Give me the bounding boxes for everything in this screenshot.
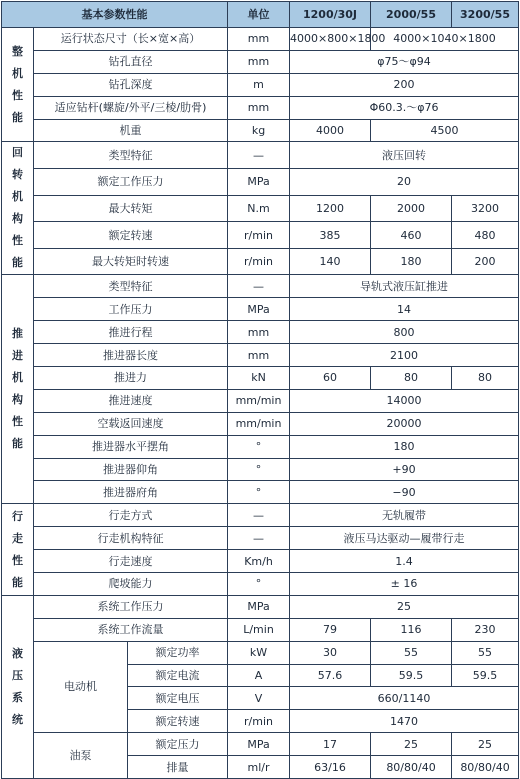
spec-table bbox=[1, 1, 519, 779]
value-cell: 80 bbox=[452, 367, 519, 390]
table-row bbox=[2, 595, 519, 618]
value-cell: 230 bbox=[452, 618, 519, 641]
param-label: 类型特征 bbox=[34, 142, 228, 169]
value-cell: 1.4 bbox=[290, 550, 519, 573]
table-row bbox=[2, 435, 519, 458]
table-row bbox=[2, 73, 519, 96]
value-cell: 3200 bbox=[452, 195, 519, 222]
group-label-machine: 整机性能 bbox=[2, 28, 34, 142]
table-row bbox=[2, 618, 519, 641]
value-cell: 800 bbox=[290, 321, 519, 344]
unit-cell: ° bbox=[228, 458, 290, 481]
table-row bbox=[2, 248, 519, 275]
subgroup-pump: 油泵 bbox=[34, 733, 128, 779]
table-row bbox=[2, 344, 519, 367]
value-cell: 79 bbox=[290, 618, 371, 641]
value-cell: 20000 bbox=[290, 412, 519, 435]
unit-cell: A bbox=[228, 664, 290, 687]
value-cell: 1470 bbox=[290, 710, 519, 733]
value-cell: 480 bbox=[452, 222, 519, 249]
param-label: 行走机构特征 bbox=[34, 527, 228, 550]
value-cell: ± 16 bbox=[290, 573, 519, 596]
param-label: 额定工作压力 bbox=[34, 169, 228, 196]
value-cell: 59.5 bbox=[371, 664, 452, 687]
value-cell: 180 bbox=[371, 248, 452, 275]
value-cell: 140 bbox=[290, 248, 371, 275]
value-cell: 14000 bbox=[290, 389, 519, 412]
value-cell: 25 bbox=[290, 595, 519, 618]
param-label: 推进器府角 bbox=[34, 481, 228, 504]
unit-cell: V bbox=[228, 687, 290, 710]
table-row bbox=[2, 481, 519, 504]
param-label: 额定转速 bbox=[128, 710, 228, 733]
unit-cell: MPa bbox=[228, 595, 290, 618]
value-cell: 17 bbox=[290, 733, 371, 756]
value-cell: 4500 bbox=[371, 119, 519, 142]
value-cell: 20 bbox=[290, 169, 519, 196]
value-cell: 59.5 bbox=[452, 664, 519, 687]
unit-cell: mm/min bbox=[228, 389, 290, 412]
param-label: 额定电压 bbox=[128, 687, 228, 710]
param-label: 推进行程 bbox=[34, 321, 228, 344]
value-cell: 200 bbox=[452, 248, 519, 275]
unit-cell: r/min bbox=[228, 222, 290, 249]
header-param: 基本参数性能 bbox=[2, 2, 228, 28]
param-label: 行走速度 bbox=[34, 550, 228, 573]
unit-cell: MPa bbox=[228, 733, 290, 756]
table-row bbox=[2, 504, 519, 527]
unit-cell: N.m bbox=[228, 195, 290, 222]
group-label-hydraulic: 液压系统 bbox=[2, 595, 34, 778]
value-cell: 60 bbox=[290, 367, 371, 390]
param-label: 最大转矩 bbox=[34, 195, 228, 222]
unit-cell: ° bbox=[228, 573, 290, 596]
param-label: 额定转速 bbox=[34, 222, 228, 249]
value-cell: 80/80/40 bbox=[371, 756, 452, 779]
unit-cell: mm bbox=[228, 96, 290, 119]
unit-cell: mm bbox=[228, 344, 290, 367]
unit-cell: ml/r bbox=[228, 756, 290, 779]
param-label: 最大转矩时转速 bbox=[34, 248, 228, 275]
table-row bbox=[2, 96, 519, 119]
value-cell: 无轨履带 bbox=[290, 504, 519, 527]
param-label: 机重 bbox=[34, 119, 228, 142]
value-cell: 导轨式液压缸推进 bbox=[290, 275, 519, 298]
param-label: 推进器长度 bbox=[34, 344, 228, 367]
header-model-2000: 2000/55 bbox=[371, 2, 452, 28]
table-row bbox=[2, 169, 519, 196]
value-cell: 4000×800×1800 bbox=[290, 28, 371, 51]
header-model-1200: 1200/30J bbox=[290, 2, 371, 28]
value-cell: 液压回转 bbox=[290, 142, 519, 169]
table-row bbox=[2, 321, 519, 344]
unit-cell: MPa bbox=[228, 298, 290, 321]
unit-cell: MPa bbox=[228, 169, 290, 196]
param-label: 推进力 bbox=[34, 367, 228, 390]
group-label-travel: 行走性能 bbox=[2, 504, 34, 596]
table-row bbox=[2, 573, 519, 596]
value-cell: 2100 bbox=[290, 344, 519, 367]
value-cell: 385 bbox=[290, 222, 371, 249]
header-row bbox=[2, 2, 519, 28]
param-label: 适应钻杆(螺旋/外平/三棱/肋骨) bbox=[34, 96, 228, 119]
param-label: 推进器仰角 bbox=[34, 458, 228, 481]
value-cell: +90 bbox=[290, 458, 519, 481]
value-cell: 4000×1040×1800 bbox=[371, 28, 519, 51]
value-cell: 4000 bbox=[290, 119, 371, 142]
unit-cell: kN bbox=[228, 367, 290, 390]
unit-cell: mm bbox=[228, 321, 290, 344]
param-label: 爬坡能力 bbox=[34, 573, 228, 596]
header-model-3200: 3200/55 bbox=[452, 2, 519, 28]
unit-cell: — bbox=[228, 142, 290, 169]
value-cell: 25 bbox=[452, 733, 519, 756]
table-row bbox=[2, 28, 519, 51]
unit-cell: — bbox=[228, 527, 290, 550]
header-unit: 单位 bbox=[228, 2, 290, 28]
unit-cell: mm bbox=[228, 28, 290, 51]
param-label: 推进器水平摆角 bbox=[34, 435, 228, 458]
table-row bbox=[2, 142, 519, 169]
table-row bbox=[2, 641, 519, 664]
value-cell: 63/16 bbox=[290, 756, 371, 779]
value-cell: 液压马达驱动—履带行走 bbox=[290, 527, 519, 550]
table-row bbox=[2, 222, 519, 249]
value-cell: 55 bbox=[371, 641, 452, 664]
value-cell: 2000 bbox=[371, 195, 452, 222]
param-label: 额定功率 bbox=[128, 641, 228, 664]
table-row bbox=[2, 527, 519, 550]
param-label: 排量 bbox=[128, 756, 228, 779]
param-label: 行走方式 bbox=[34, 504, 228, 527]
value-cell: 1200 bbox=[290, 195, 371, 222]
unit-cell: mm/min bbox=[228, 412, 290, 435]
table-row bbox=[2, 733, 519, 756]
value-cell: 460 bbox=[371, 222, 452, 249]
param-label: 额定电流 bbox=[128, 664, 228, 687]
value-cell: 200 bbox=[290, 73, 519, 96]
table-row bbox=[2, 550, 519, 573]
unit-cell: — bbox=[228, 275, 290, 298]
unit-cell: ° bbox=[228, 481, 290, 504]
value-cell: 14 bbox=[290, 298, 519, 321]
unit-cell: kW bbox=[228, 641, 290, 664]
value-cell: 80 bbox=[371, 367, 452, 390]
value-cell: φ75～φ94 bbox=[290, 50, 519, 73]
param-label: 空载返回速度 bbox=[34, 412, 228, 435]
value-cell: 116 bbox=[371, 618, 452, 641]
unit-cell: ° bbox=[228, 435, 290, 458]
param-label: 工作压力 bbox=[34, 298, 228, 321]
unit-cell: kg bbox=[228, 119, 290, 142]
table-row bbox=[2, 458, 519, 481]
value-cell: −90 bbox=[290, 481, 519, 504]
table-row bbox=[2, 50, 519, 73]
value-cell: 660/1140 bbox=[290, 687, 519, 710]
value-cell: Φ60.3.～φ76 bbox=[290, 96, 519, 119]
unit-cell: r/min bbox=[228, 248, 290, 275]
value-cell: 80/80/40 bbox=[452, 756, 519, 779]
group-label-feed: 推进机构性能 bbox=[2, 275, 34, 504]
value-cell: 30 bbox=[290, 641, 371, 664]
unit-cell: — bbox=[228, 504, 290, 527]
param-label: 推进速度 bbox=[34, 389, 228, 412]
param-label: 系统工作流量 bbox=[34, 618, 228, 641]
param-label: 系统工作压力 bbox=[34, 595, 228, 618]
table-row bbox=[2, 119, 519, 142]
value-cell: 25 bbox=[371, 733, 452, 756]
table-row bbox=[2, 367, 519, 390]
unit-cell: Km/h bbox=[228, 550, 290, 573]
subgroup-motor: 电动机 bbox=[34, 641, 128, 733]
table-row bbox=[2, 389, 519, 412]
param-label: 钻孔直径 bbox=[34, 50, 228, 73]
table-row bbox=[2, 298, 519, 321]
unit-cell: mm bbox=[228, 50, 290, 73]
param-label: 额定压力 bbox=[128, 733, 228, 756]
group-label-rotation: 回转机构性能 bbox=[2, 142, 34, 275]
unit-cell: m bbox=[228, 73, 290, 96]
param-label: 运行状态尺寸（长×宽×高） bbox=[34, 28, 228, 51]
table-row bbox=[2, 195, 519, 222]
param-label: 类型特征 bbox=[34, 275, 228, 298]
table-row bbox=[2, 275, 519, 298]
table-row bbox=[2, 412, 519, 435]
value-cell: 57.6 bbox=[290, 664, 371, 687]
unit-cell: r/min bbox=[228, 710, 290, 733]
unit-cell: L/min bbox=[228, 618, 290, 641]
value-cell: 180 bbox=[290, 435, 519, 458]
param-label: 钻孔深度 bbox=[34, 73, 228, 96]
value-cell: 55 bbox=[452, 641, 519, 664]
